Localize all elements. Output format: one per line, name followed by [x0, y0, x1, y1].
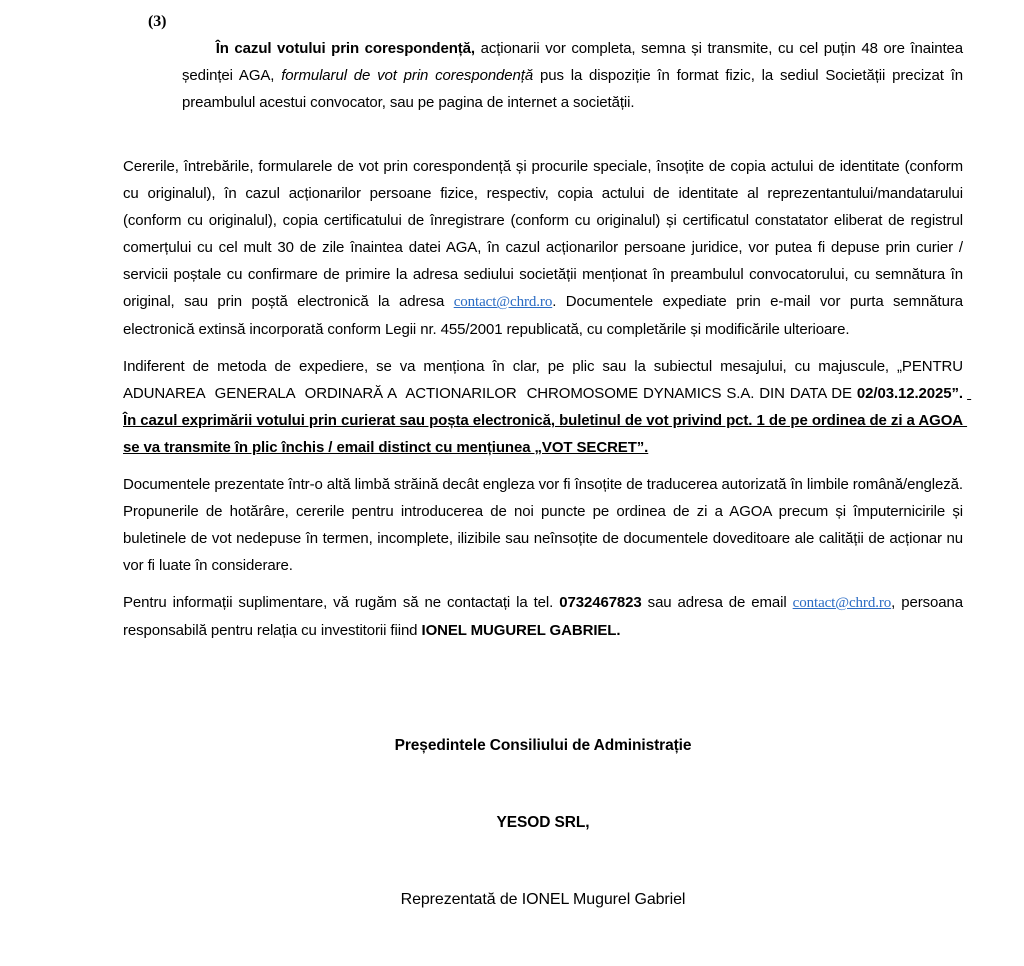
- document-content: [123, 0, 972, 966]
- text-segment: . Documentele expediate prin e-mail vor purta semnătura electronică extinsă incorporată conform Legii nr. 455/2001 republicată, cu completările și modificările ulterioare.: [123, 293, 968, 338]
- paragraph-submission-requirements: [123, 153, 968, 343]
- list-marker: (3): [148, 13, 167, 30]
- paragraph-vote-by-mail: [123, 8, 968, 143]
- text-segment: Cererile, întrebările, formularele de vot prin corespondență și procurile speciale, însoțite de copia actului de identitate (conform cu originalul), în cazul acționarilor persoane fizice, respectiv, copia actului de identitate al reprezentantului/mandatarului (conform cu originalul), copia certificatului de înregistrare (conform cu originalul) și certificatul constatator eliberat de registrul comerțului cu cel mult 30 de zile înaintea datei AGA, în cazul acționarilor persoane juridice, vor putea fi depuse prin curier / servicii poștale cu confirmare de primire la adresa sediului societății menționat în preambulul convocatorului, cu semnătura în original, sau prin poștă electronică la adresa: [123, 158, 968, 310]
- text-segment: Indiferent de metoda de expediere, se va menționa în clar, pe plic sau la subiectul mesajului, cu majuscule, „PENTRU ADUNAREA GENERALA ORDINARĂ A ACTIONARILOR CHROMOSOME DYNAMICS S.A. DIN DATA DE: [123, 358, 967, 402]
- text-segment: acționarii vor completa, semna și transmite, cu cel puțin 48 ore înaintea ședinței AGA,: [182, 40, 968, 84]
- paragraph-translation-validity: [123, 471, 968, 579]
- text-segment: Pentru informații suplimentare, vă rugăm să ne contactați la tel.: [123, 594, 560, 611]
- text-segment: În cazul exprimării votului prin curierat sau poșta electronică, buletinul de vot privind pct. 1 de pe ordinea de zi a AGOA se va transmite în plic închis / email distinct cu mențiunea „VOT SECRET”.: [123, 385, 972, 456]
- text-segment: formularul de vot prin corespondență: [281, 67, 534, 84]
- text-segment: , persoana responsabilă pentru relația cu investitorii fiind: [123, 594, 968, 639]
- signature-company: YESOD SRL,: [496, 814, 590, 831]
- signature-block: [123, 680, 963, 966]
- paragraph-text: [182, 40, 967, 111]
- text-segment: pus la dispoziție în format fizic, la sediul Societății precizat în preambulul acestui convocator, sau pe pagina de internet a societății.: [182, 67, 968, 111]
- text-segment: sau adresa de email: [641, 594, 793, 611]
- text-segment: IONEL MUGUREL GABRIEL.: [421, 622, 621, 639]
- signature-representative: Reprezentată de IONEL Mugurel Gabriel: [400, 891, 686, 908]
- text-segment: 02/03.12.2025”.: [856, 385, 963, 402]
- email-link[interactable]: contact@chrd.ro: [792, 595, 892, 611]
- text-segment: Documentele prezentate într-o altă limbă străină decât engleza vor fi însoțite de traducerea autorizată în limbile română/engleză. Propunerile de hotărâre, cererile pentru introducerea de noi puncte pe ordinea de zi a AGOA precum și împuternicirile și buletinele de vot nedepuse în termen, incomplete, ilizibile sau neînsoțite de documentele doveditoare ale calității de acționar nu vor fi luate în considerare.: [123, 476, 968, 574]
- paragraph-envelope-labeling: [123, 353, 972, 461]
- text-segment: În cazul votului prin corespondență,: [215, 40, 481, 57]
- signature-title: Președintele Consiliului de Administrație: [394, 737, 692, 754]
- paragraph-contact-info: [123, 589, 968, 644]
- email-link[interactable]: contact@chrd.ro: [453, 294, 553, 310]
- text-segment: 0732467823: [559, 594, 642, 611]
